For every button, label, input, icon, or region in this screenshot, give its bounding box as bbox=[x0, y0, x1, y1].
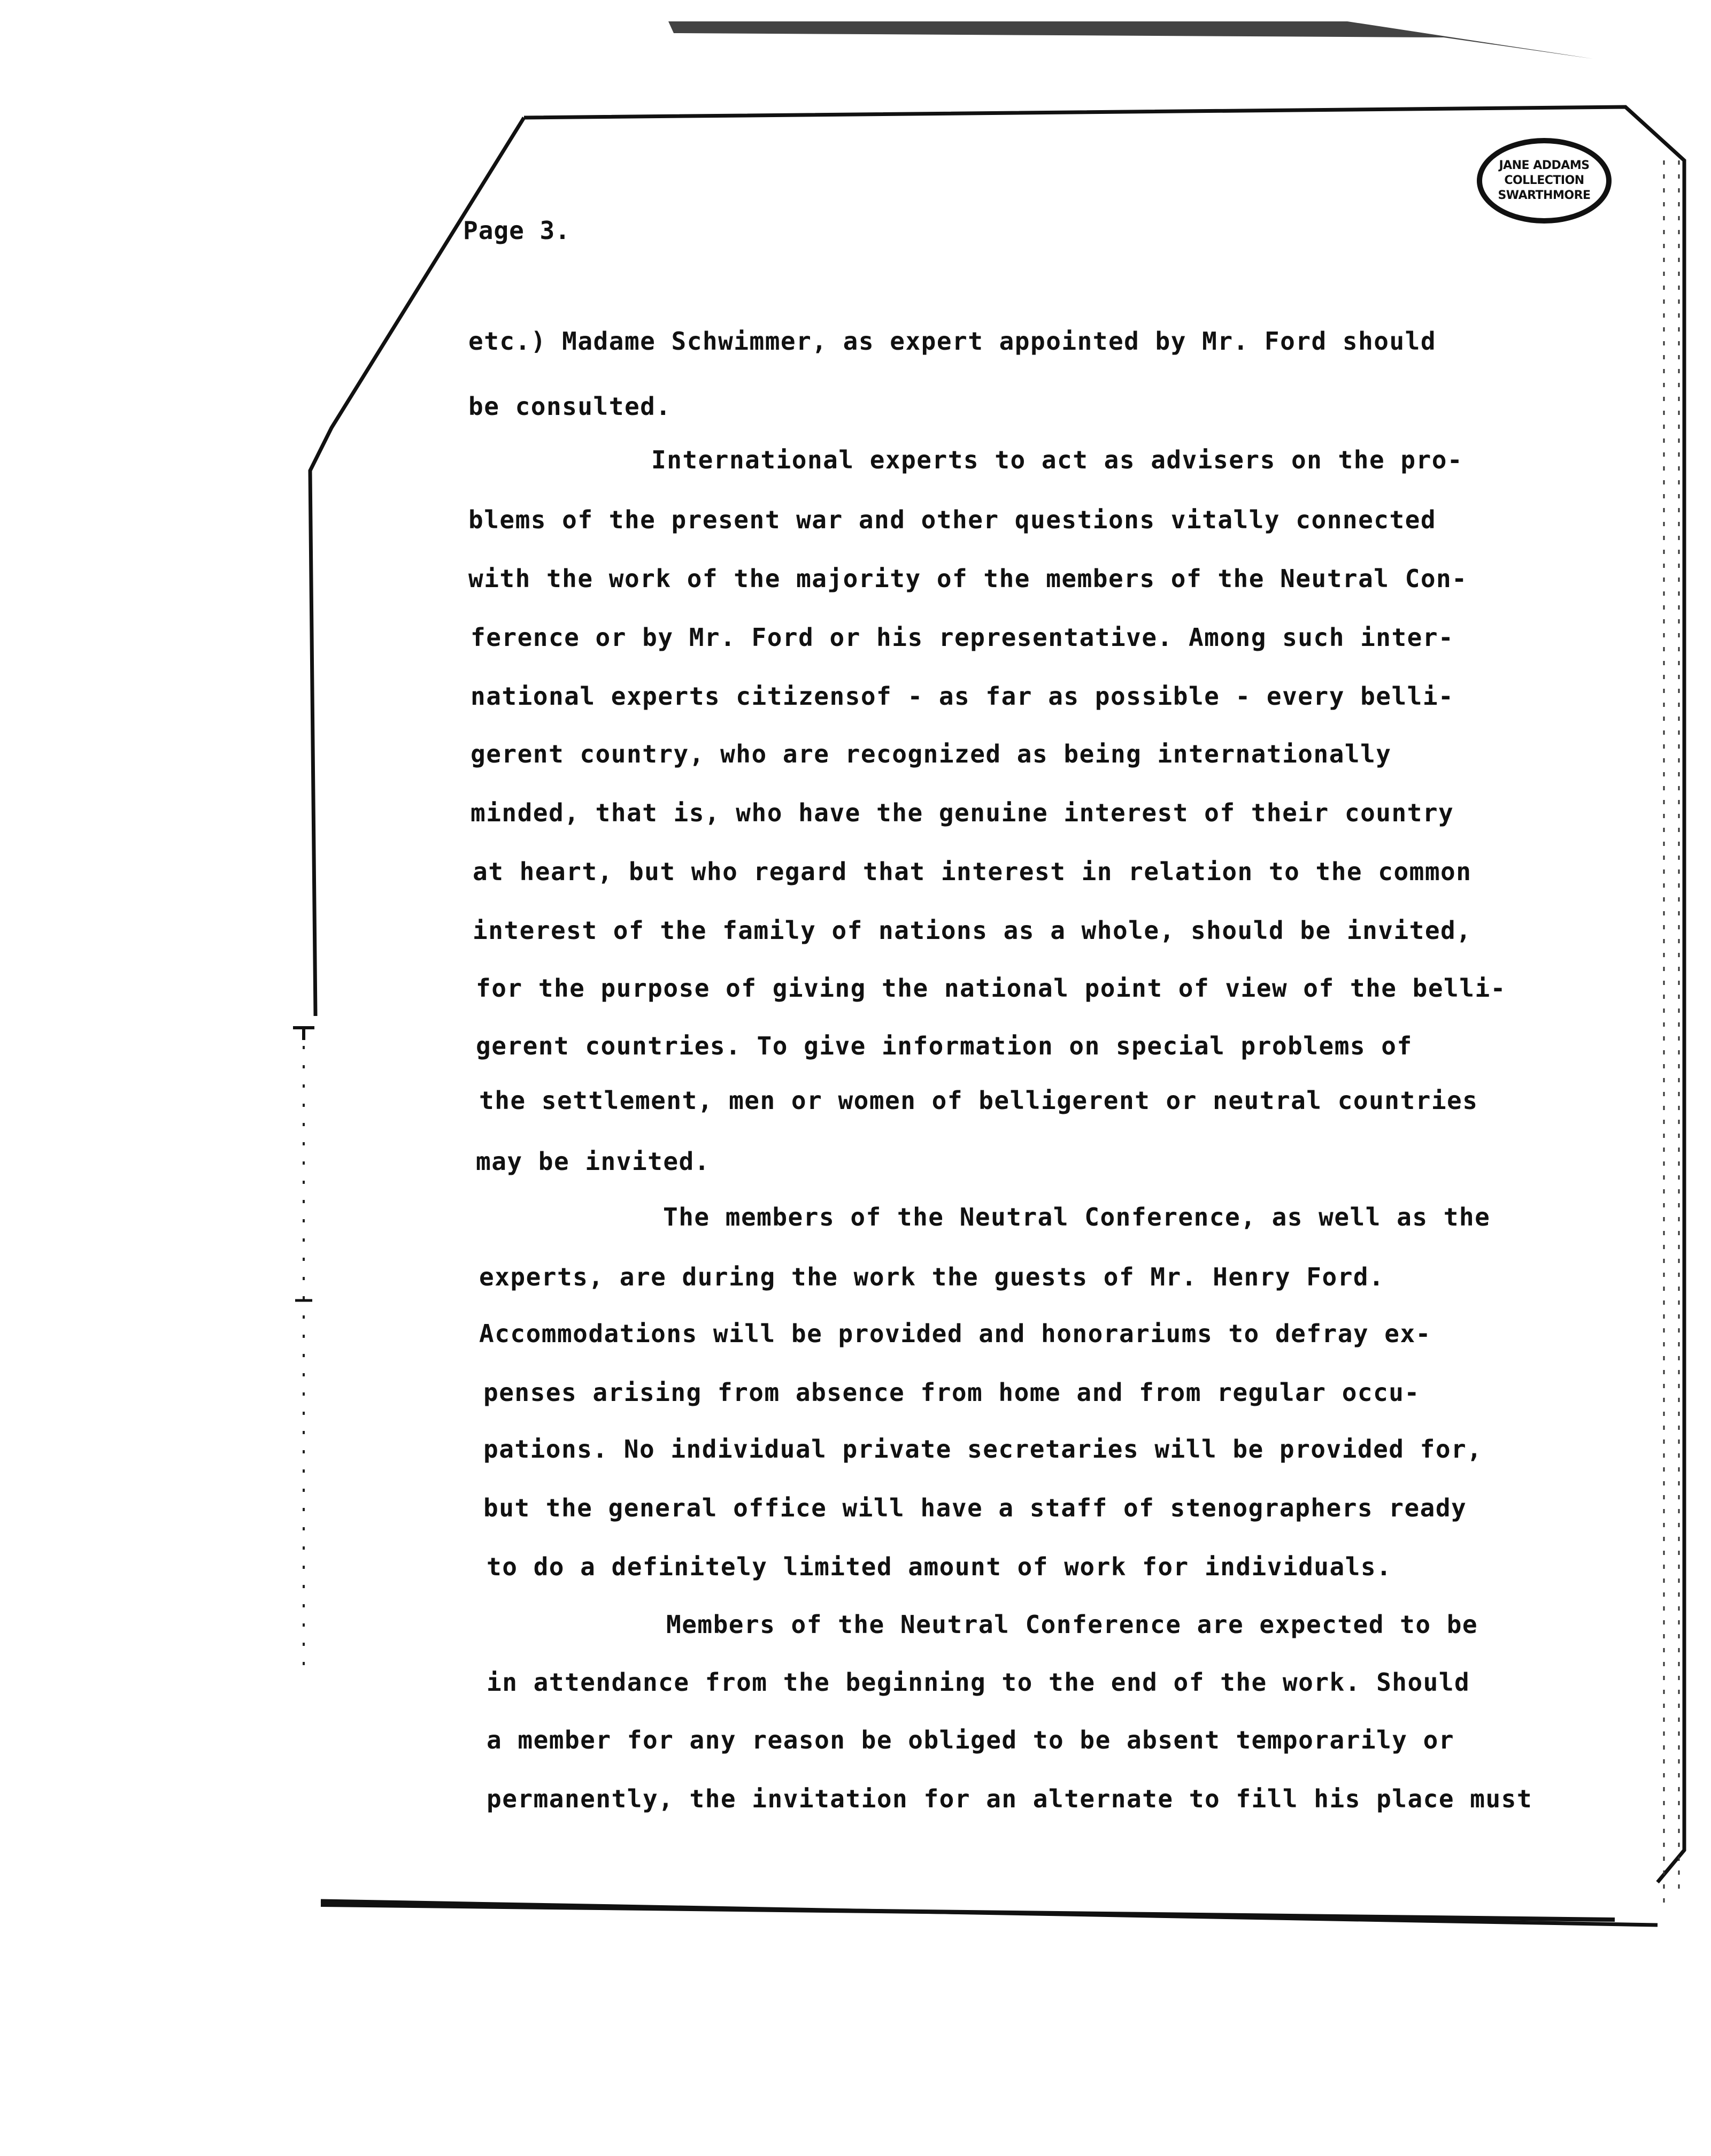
left-binding-mark-1 bbox=[293, 1028, 314, 1040]
text-line: but the general office will have a staff of stenographers ready bbox=[483, 1493, 1467, 1522]
text-line: blems of the present war and other questions vitally connected bbox=[468, 505, 1437, 534]
right-edge-marks bbox=[1664, 160, 1679, 1904]
text-line: Accommodations will be provided and honorariums to defray ex- bbox=[479, 1319, 1431, 1348]
text-line: gerent country, who are recognized as being internationally bbox=[471, 740, 1392, 768]
text-line: Members of the Neutral Conference are expected to be bbox=[666, 1610, 1478, 1639]
text-line: for the purpose of giving the national point of view of the belli- bbox=[476, 974, 1506, 1003]
text-line: a member for any reason be obliged to be absent temporarily or bbox=[487, 1726, 1455, 1754]
collection-stamp bbox=[1477, 138, 1612, 224]
text-line: the settlement, men or women of belligerent or neutral countries bbox=[479, 1086, 1478, 1115]
top-edge-smudge bbox=[668, 21, 1593, 59]
sheet-border bbox=[310, 107, 1684, 1925]
text-line: interest of the family of nations as a whole, should be invited, bbox=[473, 916, 1472, 945]
text-line: permanently, the invitation for an alternate to fill his place must bbox=[487, 1784, 1533, 1813]
text-line: with the work of the majority of the members of the Neutral Con- bbox=[468, 564, 1468, 593]
text-line: pations. No individual private secretaries will be provided for, bbox=[483, 1435, 1483, 1464]
stamp-line-1: JANE ADDAMS bbox=[1499, 159, 1590, 172]
text-line: may be invited. bbox=[476, 1147, 710, 1176]
text-line: national experts citizensof - as far as possible - every belli- bbox=[471, 682, 1454, 711]
bottom-edge bbox=[321, 1905, 1615, 1920]
text-line: at heart, but who regard that interest in relation to the common bbox=[473, 857, 1472, 886]
stamp-line-2: COLLECTION bbox=[1504, 174, 1584, 187]
text-line: gerent countries. To give information on special problems of bbox=[476, 1031, 1413, 1060]
page-number: Page 3. bbox=[463, 216, 571, 245]
text-line: ference or by Mr. Ford or his representative. Among such inter- bbox=[471, 623, 1454, 652]
text-line: etc.) Madame Schwimmer, as expert appointed by Mr. Ford should bbox=[468, 327, 1437, 356]
text-line: The members of the Neutral Conference, as well as the bbox=[663, 1203, 1491, 1231]
text-line: International experts to act as advisers on the pro- bbox=[651, 445, 1463, 474]
stamp-line-3: SWARTHMORE bbox=[1498, 189, 1591, 202]
text-line: experts, are during the work the guests of Mr. Henry Ford. bbox=[479, 1262, 1385, 1291]
text-line: to do a definitely limited amount of work for individuals. bbox=[487, 1552, 1392, 1581]
text-line: minded, that is, who have the genuine interest of their country bbox=[471, 798, 1454, 827]
text-line: in attendance from the beginning to the end of the work. Should bbox=[487, 1668, 1470, 1697]
text-line: be consulted. bbox=[468, 392, 672, 421]
text-line: penses arising from absence from home and from regular occu- bbox=[483, 1378, 1420, 1407]
